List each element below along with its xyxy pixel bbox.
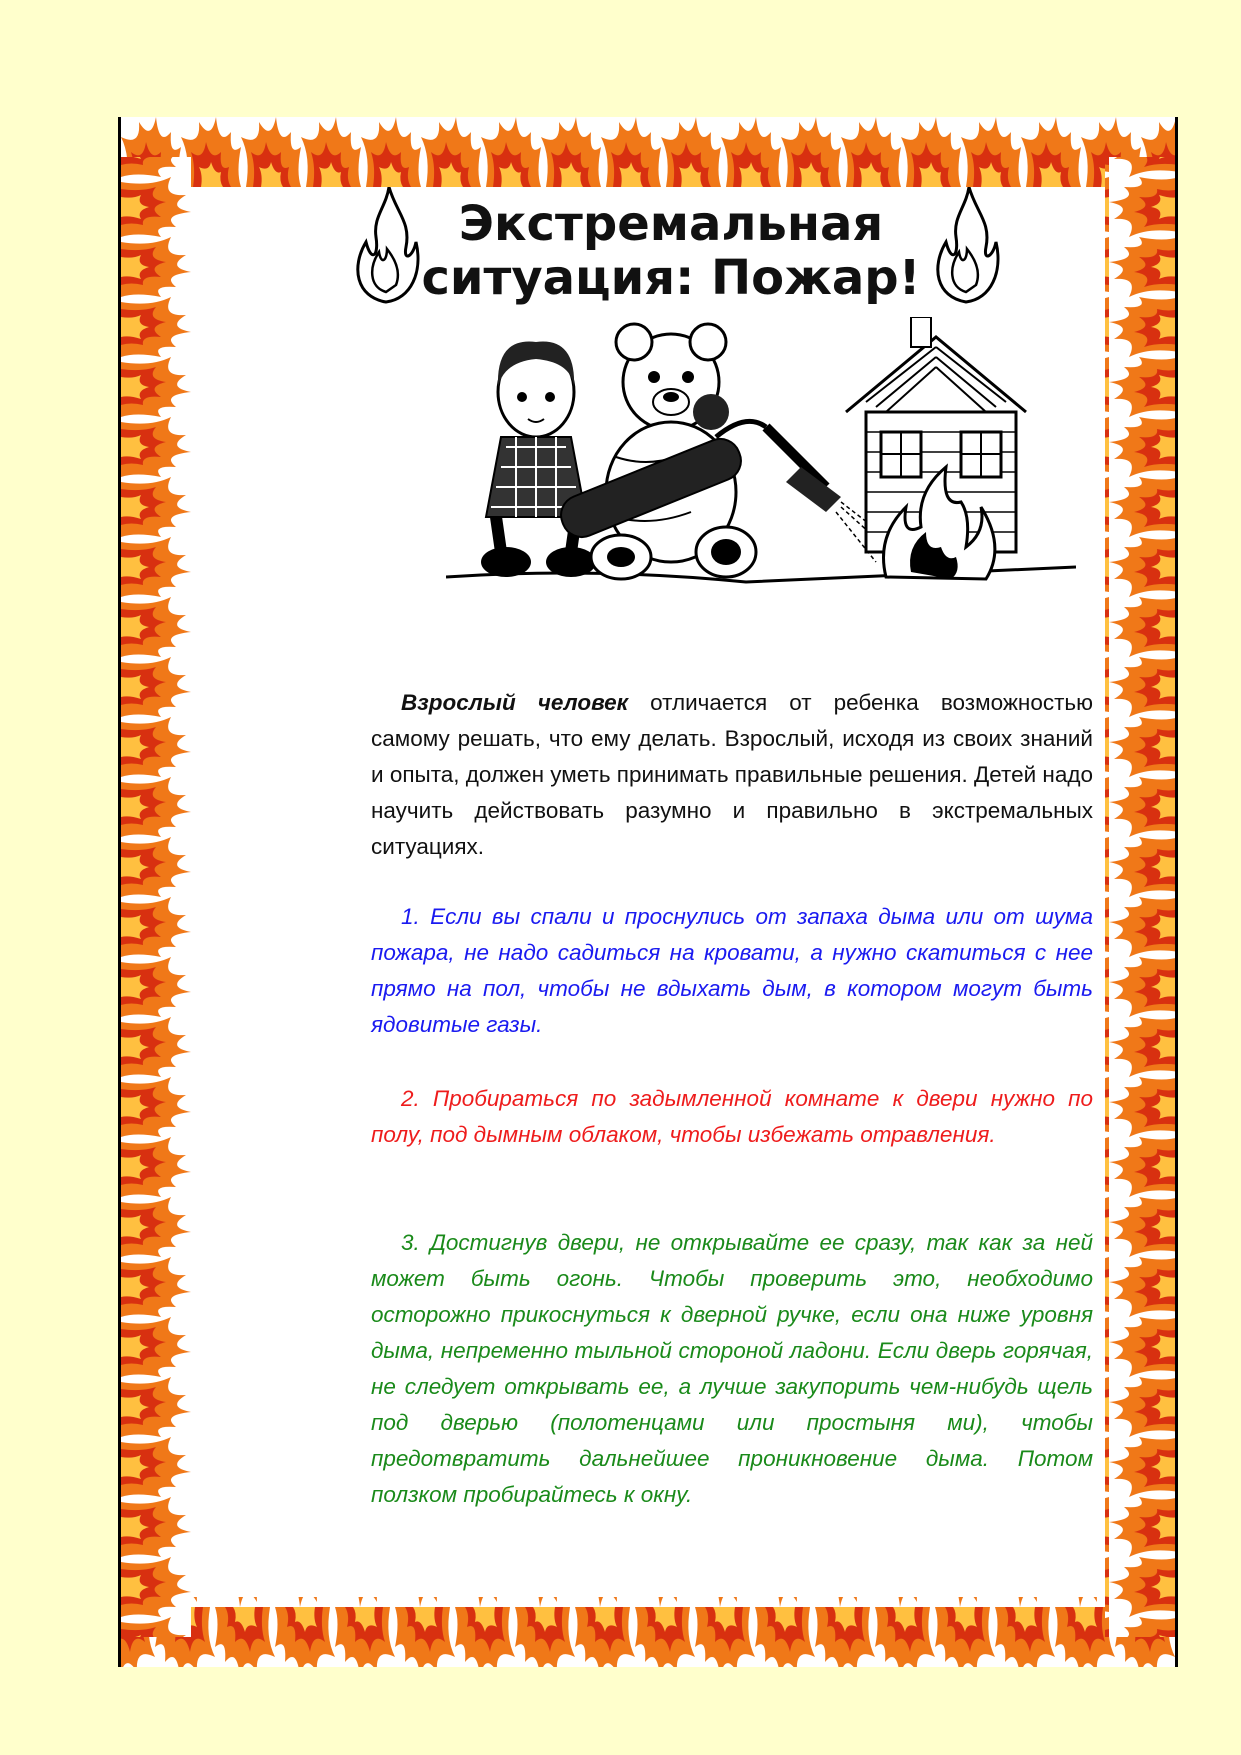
rule-item-3: 3. Достигнув двери, не открывайте ее сразу, так как за ней может быть огонь. Чтобы проверить это, необходимо осторожно прикоснуться к дверной ручке, если она ниже уровня дыма, непременно тыльной стороной ладони. Если дверь горячая, не следует открывать ее, а лучше закупорить чем-нибудь щель под дверью (полотенцами или простыня ми), чтобы предотвратить дальнейшее проникновение дыма. Потом ползком пробирайтесь к окну. xyxy=(371,1230,1093,1507)
intro-paragraph xyxy=(371,685,1093,865)
title-line-1: Экстремальная xyxy=(458,196,884,252)
page-title xyxy=(241,197,1101,305)
rule-item-1: 1. Если вы спали и проснулись от запаха дыма или от шума пожара, не надо садиться на кровати, а нужно скатиться с нее прямо на пол, чтобы не вдыхать дым, в котором могут быть ядовитые газы. xyxy=(371,904,1093,1037)
doll-bear-house-fire-illustration-icon xyxy=(446,317,1076,617)
intro-text: отличается от ребенка возможностью самому решать, что ему делать. Взрослый, исходя из своих знаний и опыта, должен уметь принимать правильные решения. Детей надо научить действовать разумно и правильно в экстремальных ситуациях. xyxy=(371,690,1093,859)
document-page xyxy=(118,117,1178,1667)
page-content xyxy=(241,117,1101,1667)
title-line-2: ситуация: Пожар! xyxy=(421,250,921,306)
intro-bold-lead: Взрослый человек xyxy=(401,690,629,715)
rule-item-2: 2. Пробираться по задымленной комнате к двери нужно по полу, под дымным облаком, чтобы избежать отравления. xyxy=(371,1086,1093,1147)
doll-figure xyxy=(481,342,596,577)
